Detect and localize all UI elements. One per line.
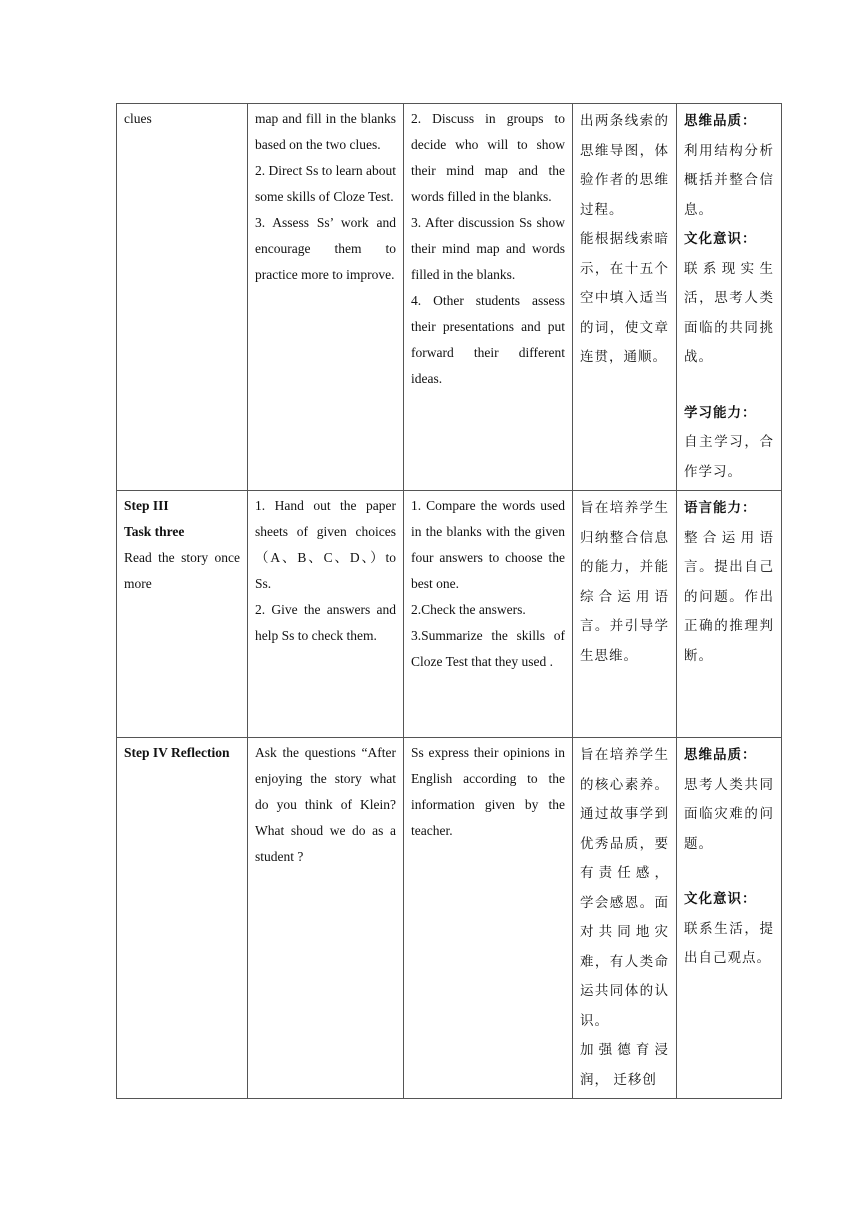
student-text: 2.Check the answers.: [411, 602, 526, 617]
step-title: Step IV Reflection: [124, 745, 230, 760]
teacher-text: 3. Assess Ss’ work and encourage them to practice more to improve.: [255, 215, 396, 282]
design-intent-cell: [573, 738, 677, 1099]
spacer: [684, 858, 774, 884]
table-row: [117, 738, 782, 1099]
competency-text: 利用结构分析概括并整合信息。: [684, 142, 774, 217]
student-activity-cell: [404, 104, 573, 491]
teacher-text: 1. Hand out the paper sheets of given choices（A、B、C、D、）to Ss.: [255, 498, 396, 591]
intent-text: 旨在培养学生的核心素养。通过故事学到优秀品质，要有责任感， 学会感恩。面对共同地灾难，有人类命运共同体的认识。: [580, 747, 669, 1028]
step-cell: [117, 491, 248, 738]
student-text: 3.Summarize the skills of Cloze Test that they used .: [411, 628, 565, 669]
student-text: 1. Compare the words used in the blanks with the given four answers to choose the best one.: [411, 498, 565, 591]
competency-heading: 思维品质：: [684, 747, 757, 762]
student-text: Ss express their opinions in English according to the information given by the teacher.: [411, 745, 565, 838]
intent-text: 能根据线索暗示，在十五个空中填入适当的词，使文章连贯，通顺。: [580, 231, 669, 364]
competency-cell: [677, 104, 782, 491]
student-text: 4. Other students assess their presentations and put forward their different ideas.: [411, 293, 565, 386]
student-text: 2. Discuss in groups to decide who will to show their mind map and the words filled in the blanks.: [411, 111, 565, 204]
competency-cell: [677, 738, 782, 1099]
teacher-text: Ask the questions “After enjoying the story what do you think of Klein? What shoud we do as a student ?: [255, 745, 396, 864]
intent-text: 加强德育浸润， 迁移创: [580, 1042, 669, 1087]
competency-heading: 语言能力：: [684, 500, 757, 515]
student-activity-cell: [404, 738, 573, 1099]
step-title: Step III: [124, 498, 169, 513]
step-cell: [117, 738, 248, 1099]
teacher-activity-cell: [248, 104, 404, 491]
competency-text: 思考人类共同面临灾难的问题。: [684, 776, 774, 851]
step-cell: [117, 104, 248, 491]
step-subtitle: Task three: [124, 524, 185, 539]
teacher-activity-cell: [248, 738, 404, 1099]
lesson-plan-table: [116, 103, 782, 1099]
intent-text: 旨在培养学生归纳整合信息的能力，并能综合运用语言。并引导学生思维。: [580, 500, 669, 663]
competency-heading: 文化意识：: [684, 891, 757, 906]
design-intent-cell: [573, 491, 677, 738]
competency-text: 联系生活，提出自己观点。: [684, 920, 774, 965]
competency-heading: 思维品质：: [684, 113, 757, 128]
table-row: [117, 104, 782, 491]
competency-text: 联系现实生活，思考人类面临的共同挑战。: [684, 260, 774, 364]
teacher-text: map and fill in the blanks based on the two clues.: [255, 111, 396, 152]
table-row: [117, 491, 782, 738]
competency-cell: [677, 491, 782, 738]
competency-text: 自主学习，合作学习。: [684, 434, 774, 479]
teacher-text: 2. Give the answers and help Ss to check them.: [255, 602, 396, 643]
step-text: clues: [124, 111, 152, 126]
spacer: [684, 372, 774, 398]
teacher-text: 2. Direct Ss to learn about some skills of Cloze Test.: [255, 163, 396, 204]
teacher-activity-cell: [248, 491, 404, 738]
competency-heading: 文化意识：: [684, 231, 757, 246]
design-intent-cell: [573, 104, 677, 491]
student-text: 3. After discussion Ss show their mind map and words filled in the blanks.: [411, 215, 565, 282]
step-text: Read the story once more: [124, 550, 240, 591]
competency-heading: 学习能力：: [684, 404, 757, 420]
intent-text: 出两条线索的思维导图，体验作者的思维过程。: [580, 113, 669, 217]
competency-text: 整合运用语言。提出自己的问题。作出正确的推理判断。: [684, 529, 774, 663]
student-activity-cell: [404, 491, 573, 738]
